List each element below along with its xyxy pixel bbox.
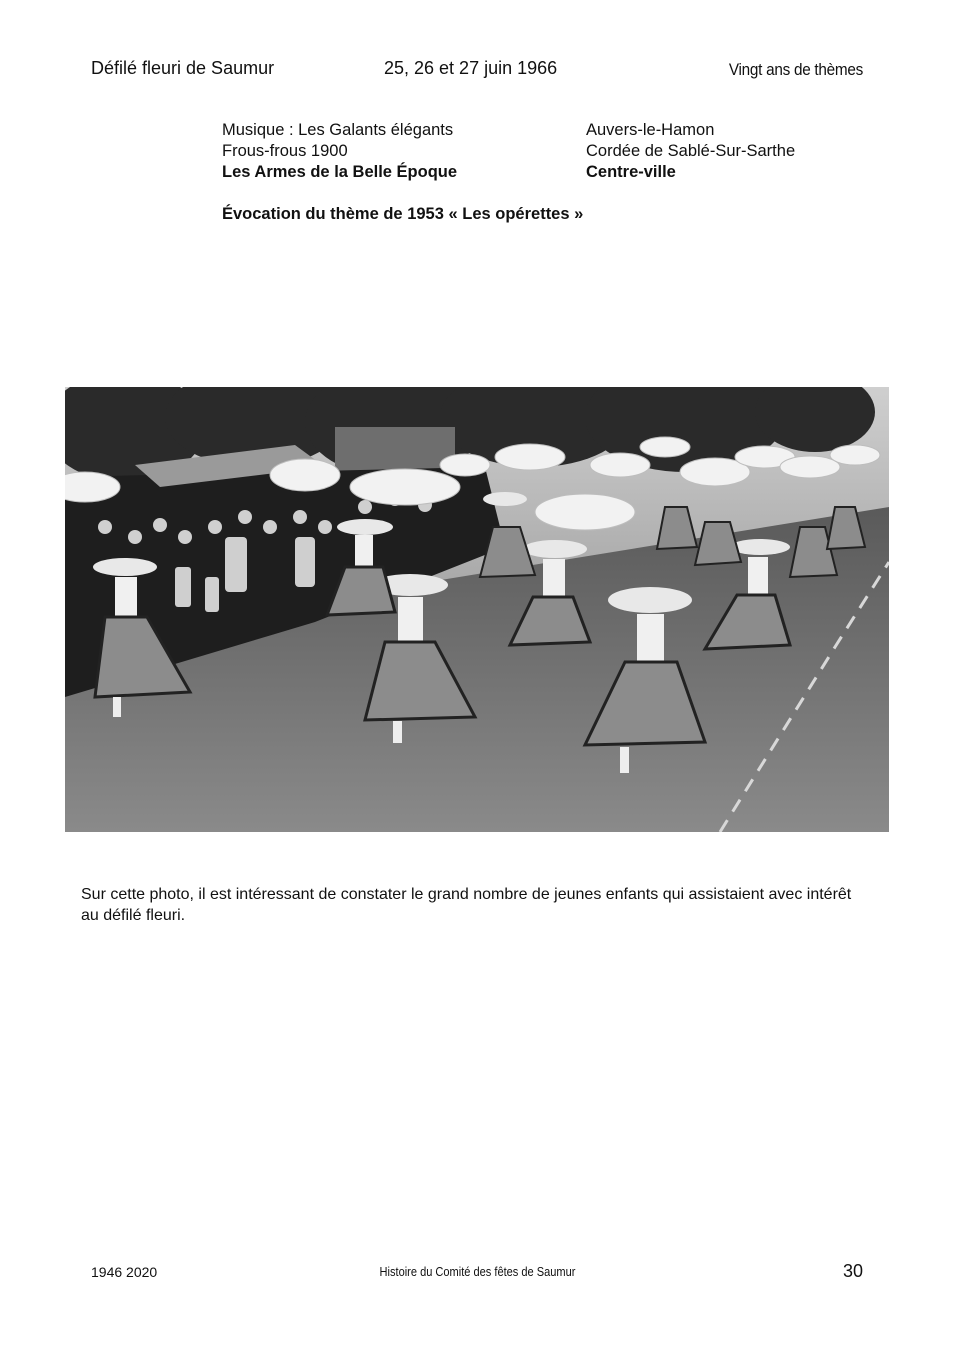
header-right: Vingt ans de thèmes xyxy=(728,60,863,79)
entry-centre-ville: Centre-ville xyxy=(586,163,676,181)
evocation-line: Évocation du thème de 1953 « Les opérettes » xyxy=(222,205,584,223)
page-number: 30 xyxy=(842,1261,863,1281)
parade-photo xyxy=(65,387,889,832)
entries-col2 xyxy=(586,120,795,183)
entry-auvers: Auvers-le-Hamon xyxy=(586,121,715,139)
entry-frous-frous: Frous-frous 1900 xyxy=(222,142,348,160)
entry-cordee: Cordée de Sablé-Sur-Sarthe xyxy=(586,142,796,160)
entries-col1 xyxy=(222,120,457,183)
entry-music: Musique : Les Galants élégants xyxy=(222,121,454,139)
entry-armes: Les Armes de la Belle Époque xyxy=(222,163,458,181)
header-left: Défilé fleuri de Saumur xyxy=(91,58,275,78)
footer-title: Histoire du Comité des fêtes de Saumur xyxy=(379,1264,576,1279)
header-date: 25, 26 et 27 juin 1966 xyxy=(384,58,558,78)
footer-years: 1946 2020 xyxy=(91,1264,158,1280)
photo-caption: Sur cette photo, il est intéressant de constater le grand nombre de jeunes enfants qui assistaient avec intérêt au défilé fleuri. xyxy=(81,886,852,924)
